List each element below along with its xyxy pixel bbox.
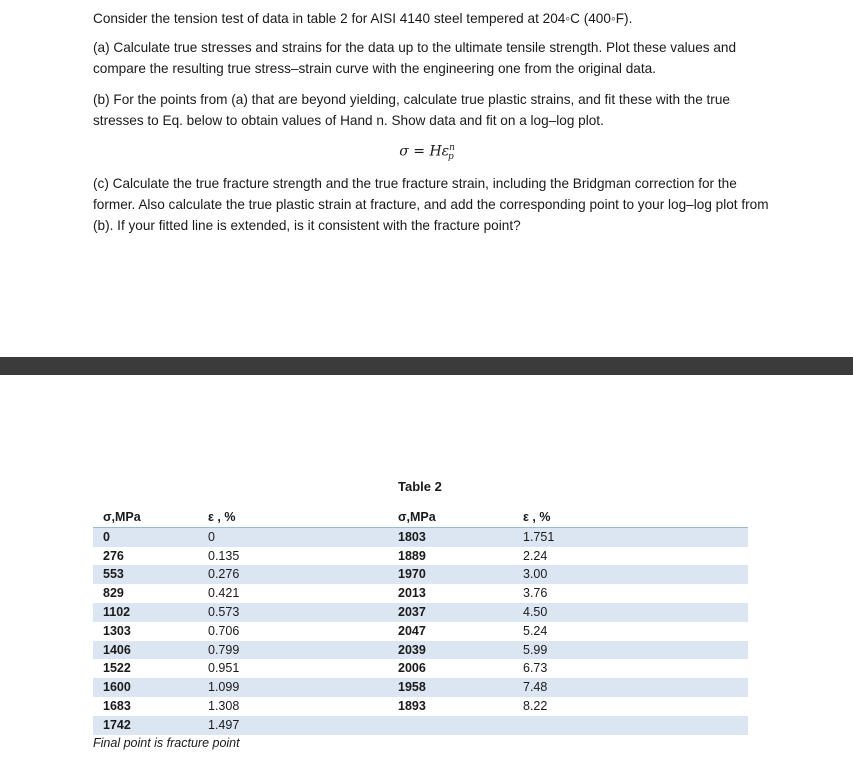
stress-cell: 2037 xyxy=(398,604,426,619)
strain-cell: 4.50 xyxy=(523,604,548,619)
table-footnote: Final point is fracture point xyxy=(93,736,240,750)
stress-cell: 829 xyxy=(103,586,124,601)
header-strain-1: ε , % xyxy=(208,510,236,524)
header-stress-1: σ,MPa xyxy=(103,510,141,524)
problem-page xyxy=(0,0,853,357)
strain-cell: 0.135 xyxy=(208,548,240,563)
stress-cell: 0 xyxy=(103,529,110,544)
stress-cell: 1889 xyxy=(398,548,426,563)
stress-cell: 2006 xyxy=(398,661,426,676)
strain-cell: 0.421 xyxy=(208,586,240,601)
strain-cell: 5.99 xyxy=(523,642,548,657)
strain-cell: 0 xyxy=(208,529,215,544)
part-a-text: (a) Calculate true stresses and strains for the data up to the ultimate tensile strength. Plot these values and compare the resulting true stress–strain curve with the engineering one from the original data. xyxy=(93,40,737,76)
table-row xyxy=(93,659,748,678)
table-row xyxy=(93,622,748,641)
stress-cell: 276 xyxy=(103,548,124,563)
header-strain-2: ε , % xyxy=(523,510,551,524)
table-row xyxy=(93,641,748,660)
stress-cell: 1102 xyxy=(103,604,131,619)
stress-cell: 1958 xyxy=(398,680,426,695)
strain-cell: 8.22 xyxy=(523,698,548,713)
part-c-text: (c) Calculate the true fracture strength and the true fracture strain, including the Bridgman correction for the former. Also calculate the true plastic strain at fracture, and add the corresponding point to your log–log plot from (b). If your fitted line is extended, is it consistent with the fracture point? xyxy=(93,176,769,233)
stress-cell: 1522 xyxy=(103,661,131,676)
stress-cell: 2047 xyxy=(398,623,426,638)
stress-cell: 1406 xyxy=(103,642,131,657)
strain-cell: 1.308 xyxy=(208,698,240,713)
strain-cell: 3.00 xyxy=(523,567,548,582)
stress-cell: 1970 xyxy=(398,567,426,582)
formula-base: σ = Hε xyxy=(399,143,450,160)
stress-cell: 1303 xyxy=(103,623,131,638)
table-row xyxy=(93,603,748,622)
header-stress-2: σ,MPa xyxy=(398,510,436,524)
strain-cell: 2.24 xyxy=(523,548,548,563)
strain-cell: 1.099 xyxy=(208,680,240,695)
stress-cell: 1742 xyxy=(103,717,131,732)
strain-cell: 7.48 xyxy=(523,680,548,695)
table-row xyxy=(93,697,748,716)
page-divider xyxy=(0,357,853,375)
table-row xyxy=(93,528,748,547)
strain-cell: 0.276 xyxy=(208,567,240,582)
data-table xyxy=(93,508,748,735)
stress-cell: 1600 xyxy=(103,680,131,695)
table-row xyxy=(93,547,748,566)
strain-cell: 0.706 xyxy=(208,623,240,638)
strain-cell: 6.73 xyxy=(523,661,548,676)
table-row xyxy=(93,565,748,584)
table-title: Table 2 xyxy=(398,479,442,494)
strain-cell: 1.497 xyxy=(208,717,240,732)
table-row xyxy=(93,584,748,603)
part-b-text: (b) For the points from (a) that are beyond yielding, calculate true plastic strains, and fit these with the true stresses to Eq. below to obtain values of Hand n. Show data and fit on a log–log plot. xyxy=(93,92,730,128)
table-header-row xyxy=(93,508,748,528)
flow-curve-formula xyxy=(0,143,853,162)
strain-cell: 3.76 xyxy=(523,586,548,601)
table-row xyxy=(93,678,748,697)
stress-cell: 1683 xyxy=(103,698,131,713)
strain-cell: 0.573 xyxy=(208,604,240,619)
stress-cell: 2013 xyxy=(398,586,426,601)
formula-subscript: p xyxy=(447,152,454,163)
stress-cell: 2039 xyxy=(398,642,426,657)
formula-exponent: n xyxy=(449,143,455,153)
strain-cell: 5.24 xyxy=(523,623,548,638)
problem-intro: Consider the tension test of data in table 2 for AISI 4140 steel tempered at 204◦C (400◦F). xyxy=(93,11,633,26)
stress-cell: 1803 xyxy=(398,529,426,544)
strain-cell: 0.799 xyxy=(208,642,240,657)
table-row xyxy=(93,716,748,735)
strain-cell: 0.951 xyxy=(208,661,240,676)
strain-cell: 1.751 xyxy=(523,529,555,544)
stress-cell: 1893 xyxy=(398,698,426,713)
stress-cell: 553 xyxy=(103,567,124,582)
